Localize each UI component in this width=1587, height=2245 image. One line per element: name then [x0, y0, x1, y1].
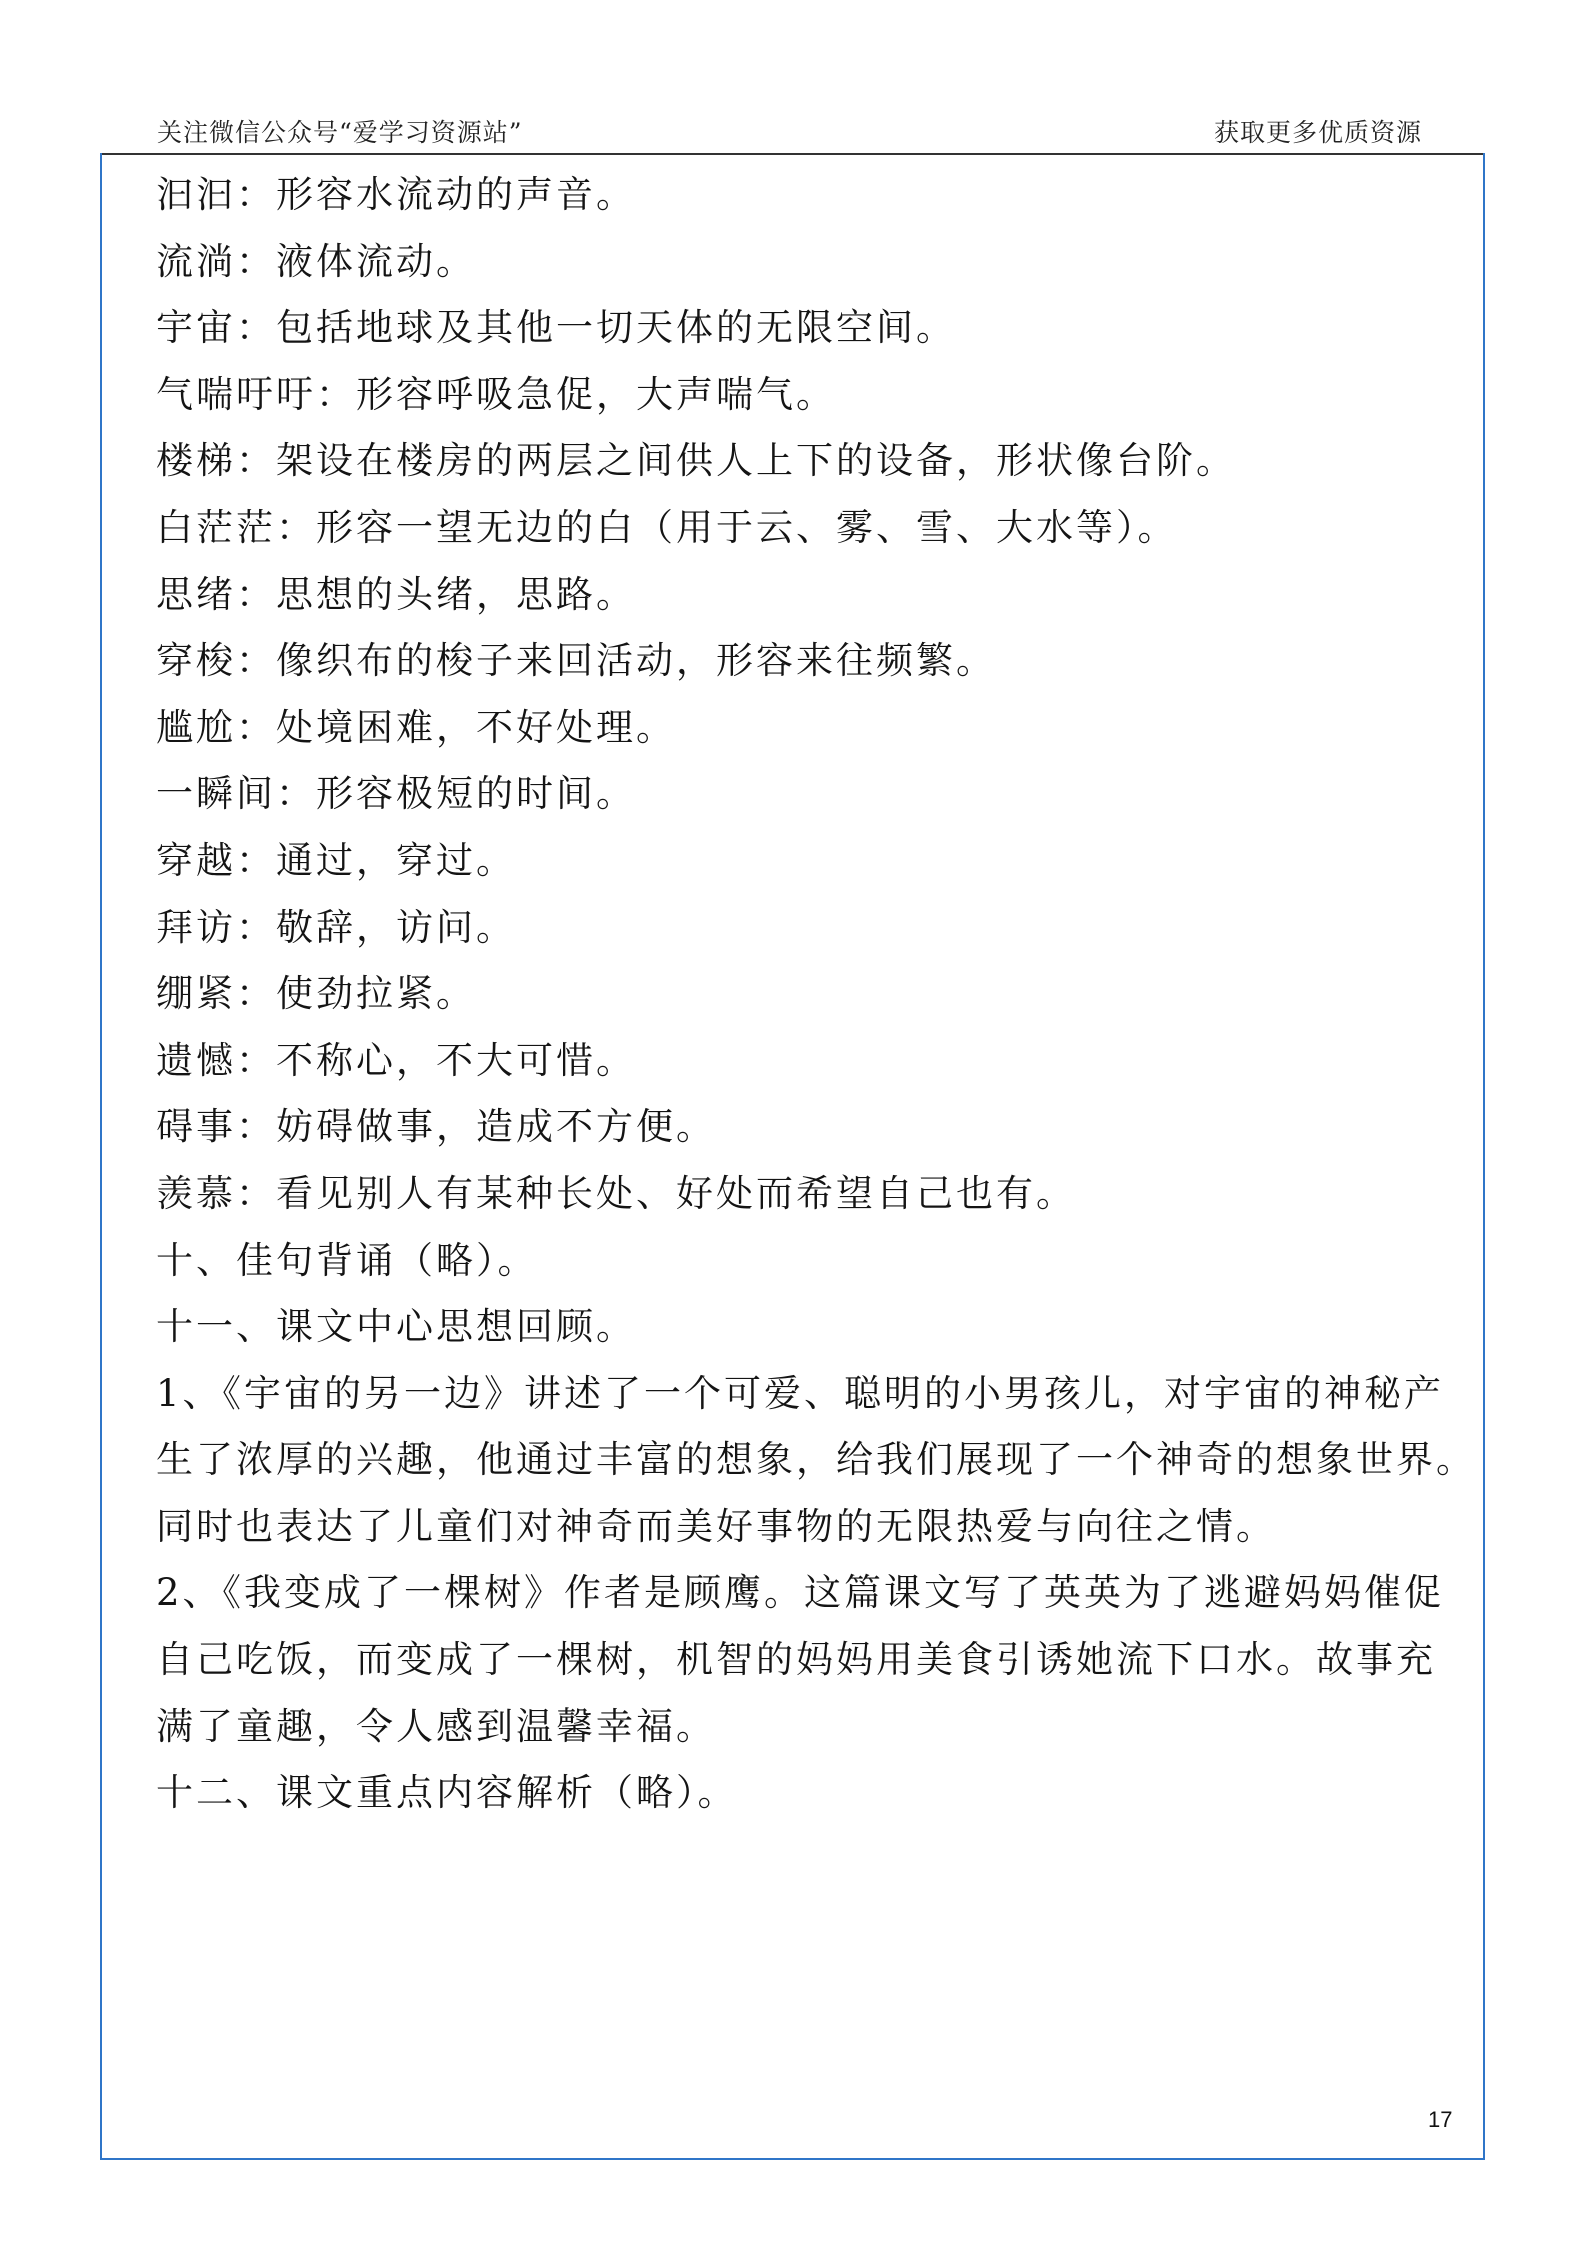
vocab-line-ganga: 尴尬：处境困难，不好处理。	[156, 705, 676, 749]
header-left-text: 关注微信公众号“爱学习资源站”	[157, 118, 523, 147]
summary-two-line-2: 自己吃饭，而变成了一棵树，机智的妈妈用美食引诱她流下口水。故事充	[156, 1638, 1436, 1682]
vocab-line-yuzhou: 宇宙：包括地球及其他一切天体的无限空间。	[156, 306, 956, 350]
vocab-line-liutang: 流淌：液体流动。	[156, 239, 476, 283]
vocab-line-sixu: 思绪：思想的头绪，思路。	[156, 572, 636, 616]
vocab-line-yishunjian: 一瞬间：形容极短的时间。	[156, 772, 636, 816]
vocab-line-bengjin: 绷紧：使劲拉紧。	[156, 972, 476, 1016]
vocab-line-aishi: 碍事：妨碍做事，造成不方便。	[156, 1105, 716, 1149]
section-heading-twelve: 十二、课文重点内容解析（略）。	[156, 1771, 738, 1815]
summary-one-line-3: 同时也表达了儿童们对神奇而美好事物的无限热爱与向往之情。	[156, 1504, 1276, 1548]
summary-two-line-1: 2、《我变成了一棵树》作者是顾鹰。这篇课文写了英英为了逃避妈妈催促	[156, 1571, 1445, 1615]
main-content	[156, 162, 1476, 1827]
section-heading-ten: 十、佳句背诵（略）。	[156, 1238, 538, 1282]
vocab-line-xianmu: 羡慕：看见别人有某种长处、好处而希望自己也有。	[156, 1171, 1076, 1215]
header-right-text: 获取更多优质资源	[1213, 118, 1422, 147]
vocab-line-gugu: 汩汩：形容水流动的声音。	[156, 173, 636, 216]
page-number: 17	[1428, 2107, 1453, 2132]
section-heading-eleven: 十一、课文中心思想回顾。	[156, 1305, 636, 1349]
vocab-line-chuansuo: 穿梭：像织布的梭子来回活动，形容来往频繁。	[156, 639, 996, 683]
summary-one-line-2: 生了浓厚的兴趣，他通过丰富的想象，给我们展现了一个神奇的想象世界。	[156, 1438, 1476, 1482]
vocab-line-qichuan: 气喘吁吁：形容呼吸急促，大声喘气。	[156, 372, 836, 416]
vocab-line-baifang: 拜访：敬辞，访问。	[156, 905, 516, 949]
vocab-line-yihan: 遗憾：不称心，不大可惜。	[156, 1038, 636, 1082]
summary-two-line-3: 满了童趣，令人感到温馨幸福。	[156, 1704, 716, 1748]
summary-one-line-1: 1、《宇宙的另一边》讲述了一个可爱、聪明的小男孩儿，对宇宙的神秘产	[156, 1371, 1445, 1415]
vocab-line-baimangmang: 白茫茫：形容一望无边的白（用于云、雾、雪、大水等）。	[156, 505, 1178, 549]
vocab-line-chuanyue: 穿越：通过，穿过。	[156, 838, 516, 882]
vocab-line-louti: 楼梯：架设在楼房的两层之间供人上下的设备，形状像台阶。	[156, 439, 1236, 483]
